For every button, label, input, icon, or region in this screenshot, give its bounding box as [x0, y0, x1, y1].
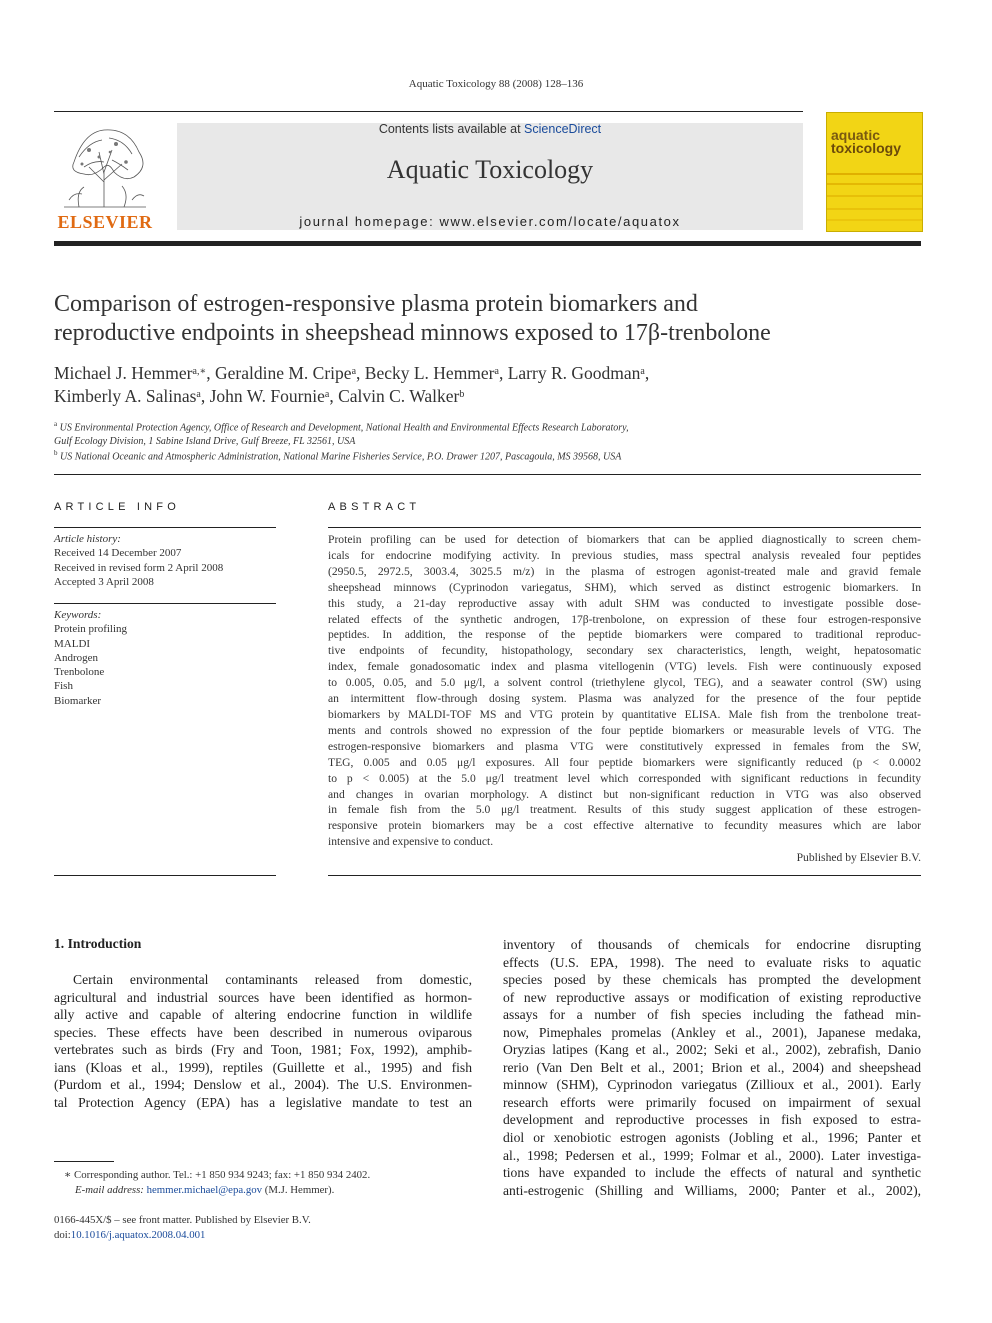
author-name[interactable]: Calvin C. Walker	[338, 386, 460, 406]
author-line	[54, 385, 934, 408]
elsevier-wordmark: ELSEVIER	[57, 212, 153, 232]
keywords-label: Keywords:	[54, 609, 102, 621]
keyword-item: Fish	[54, 680, 73, 693]
author-separator: ,	[644, 363, 650, 383]
keyword-item: Trenbolone	[54, 666, 105, 679]
author-name[interactable]: Geraldine M. Cripe	[215, 363, 352, 383]
sciencedirect-link[interactable]: ScienceDirect	[524, 122, 602, 136]
article-title-line1: Comparison of estrogen-responsive plasma protein biomarkers and	[54, 291, 698, 317]
intro-right-column	[503, 936, 921, 1199]
header-top-rule	[54, 111, 803, 112]
elsevier-tree-icon	[54, 122, 156, 210]
text-line: species posed by these chemicals has prompted the development	[503, 972, 921, 988]
text-line: intensive and expensive to conduct.	[328, 835, 494, 849]
author-separator: ,	[200, 386, 210, 406]
author-name[interactable]: Larry R. Goodman	[507, 363, 641, 383]
corresponding-footnote	[64, 1168, 370, 1198]
abstract-rule	[328, 527, 921, 528]
affiliation-b	[54, 446, 621, 464]
affiliation-rule	[54, 474, 921, 475]
text-line: tive endpoints of fecundity, histopathology, secondary sex characteristics, length, weight, hepatosomatic	[328, 644, 921, 658]
author-affil-sup: a,∗	[192, 366, 207, 377]
text-line: icals for endocrine modifying activity. In previous studies, mass spectral analysis revealed four peptides	[328, 548, 921, 562]
author-name[interactable]: Michael J. Hemmer	[54, 363, 193, 383]
author-affil-sup: b	[459, 389, 465, 400]
text-line: now, Pimephales promelas (Ankley et al., 2001), Japanese medaka,	[503, 1024, 921, 1040]
text-line: ments and controls showed no expression of the four peptide biomarkers or measurable levels of VTG. The	[328, 723, 921, 737]
journal-cover-image	[826, 112, 923, 232]
history-label: Article history:	[54, 533, 121, 545]
cover-wave	[827, 208, 922, 210]
text-line: Oryzias latipes (Kang et al., 2002; Seki et al., 2002), zebrafish, Danio	[503, 1042, 921, 1058]
text-line: to p < 0.005) at the 5.0 μg/l treatment level which corresponded with significant reductions in fecundity	[328, 771, 921, 785]
text-line: biomarkers by MALDI-TOF MS and VTG protein by quantitative ELISA. Male fish from the trenbolone treat-	[328, 707, 921, 721]
keywords-list	[54, 608, 276, 708]
text-line: this study, a 21-day reproductive assay with adult SHM was conducted to investigate possible dose-	[328, 596, 921, 610]
author-affil-sup: a	[494, 366, 499, 377]
text-line: index, female gonadosomatic index and plasma vitellogenin (VTG) levels. Fish were continuously exposed	[328, 660, 921, 674]
text-line: related effects of the synthetic androgen, 17β-trenbolone, on expression of these four estrogen-responsive	[328, 612, 921, 626]
intro-left-column	[54, 971, 472, 1111]
keyword-item: MALDI	[54, 637, 91, 650]
text-line: tal Protection Agency (EPA) has a legislative mandate to test an	[54, 1094, 472, 1110]
text-line: in female fish from the 5.0 μg/l treatment. Results of this study suggest application of these estrogen-	[328, 803, 921, 817]
doi-link[interactable]: 10.1016/j.aquatox.2008.04.001	[70, 1229, 206, 1241]
author-separator: ,	[329, 386, 339, 406]
text-line: tions have expanded to include the effects of natural and synthetic	[503, 1165, 921, 1181]
abstract-body	[328, 532, 921, 850]
author-affil-sup: a	[196, 389, 201, 400]
text-line: research efforts were primarily focused on impairment of sexual	[503, 1094, 921, 1110]
article-info-heading: ARTICLE INFO	[54, 501, 180, 513]
text-line: inventory of thousands of chemicals for endocrine disrupting	[503, 937, 921, 952]
email-label: E-mail address:	[75, 1184, 147, 1196]
author-name[interactable]: John W. Fournie	[209, 386, 325, 406]
text-line: ally active and capable of altering endocrine function in wildlife	[54, 1007, 472, 1023]
author-affil-sup: a	[351, 366, 357, 377]
header-bottom-rule	[54, 241, 921, 246]
contents-prefix: Contents lists available at	[378, 122, 525, 136]
author-name[interactable]: Becky L. Hemmer	[364, 363, 495, 383]
affiliation-line: US Environmental Protection Agency, Office of Research and Development, National Health and Environmental Effects Research Laboratory,	[57, 422, 629, 434]
journal-reference: Aquatic Toxicology 88 (2008) 128–136	[408, 78, 584, 90]
text-line: anti-estrogenic (Shilling and Williams, 2000; Panter et al., 2002),	[503, 1182, 921, 1198]
text-line: to 0.005, 0.05, and 5.0 μg/l, a solvent control (triethylene glycol, TEG), and a seawater control (SW) using	[328, 676, 921, 690]
article-history	[54, 532, 276, 589]
article-title-line2: reproductive endpoints in sheepshead minnows exposed to 17β-trenbolone	[54, 320, 771, 346]
text-line: of new reproductive assays or modification of existing reproductive	[503, 989, 921, 1005]
text-line: responsive protein biomarkers may be a cost effective alternative to fecundity measures which are labor	[328, 819, 921, 833]
affiliation-a	[54, 417, 629, 449]
keyword-item: Biomarker	[54, 694, 102, 707]
text-line: sheepshead minnows (Cyprinodon variegatus, SHM), which served as distinct estrogenic biomarkers. In	[328, 580, 921, 594]
author-name[interactable]: Kimberly A. Salinas	[54, 386, 197, 406]
text-line: diol or xenobiotic estrogen agonists (Jobling et al., 1996; Panter et	[503, 1130, 921, 1146]
text-line: Protein profiling can be used for detection of biomarkers that can be applied diagnostically to screen chem-	[328, 533, 921, 546]
author-affil-sup: a	[640, 366, 645, 377]
history-item: Accepted 3 April 2008	[54, 575, 154, 588]
text-line: (2950.5, 2972.5, 3003.4, 3025.5 m/z) in the plasma of estrogen agonist-treated male and gravid female	[328, 564, 921, 578]
cover-wave	[827, 183, 922, 185]
history-item: Received in revised form 2 April 2008	[54, 561, 224, 574]
cover-title-line2: toxicology	[831, 140, 902, 156]
journal-name: Aquatic Toxicology	[386, 155, 594, 184]
front-matter-footnote	[54, 1213, 311, 1243]
keyword-item: Protein profiling	[54, 623, 128, 636]
text-line: al., 1998; Pedersen et al., 1999; Folmar et al., 2000). Later investiga-	[503, 1147, 921, 1163]
author-separator: ,	[206, 363, 215, 383]
text-line: (Purdom et al., 1994; Denslow et al., 2004). The U.S. Environmen-	[54, 1077, 472, 1093]
affiliation-line: US National Oceanic and Atmospheric Administration, National Marine Fisheries Service, P.O. Drawer 1207, Pascagoula, MS 39568, USA	[57, 451, 622, 463]
history-item: Received 14 December 2007	[54, 547, 182, 560]
text-line: an intermittent flow-through dosing system. Plasma was analyzed for the presence of the four peptide	[328, 692, 921, 706]
text-line: estrogen-responsive biomarkers and plasma VTG were constitutively expressed in females from the SW,	[328, 739, 921, 753]
footnote-rule	[54, 1161, 114, 1162]
text-line: rerio (Van Den Belt et al., 2001; Brion et al., 2004) and sheepshead	[503, 1059, 921, 1075]
journal-homepage[interactable]: journal homepage: www.elsevier.com/locate/aquatox	[299, 214, 681, 229]
affiliation-line: Gulf Ecology Division, 1 Sabine Island Drive, Gulf Breeze, FL 32561, USA	[54, 436, 356, 448]
affiliation-sup: b	[54, 449, 58, 457]
cover-title-line1: aquatic	[831, 127, 881, 143]
keywords-rule	[54, 603, 276, 604]
text-line: ians (Kloas et al., 1999), reptiles (Guillette et al., 1995) and fish	[54, 1059, 472, 1075]
section-heading-introduction: 1. Introduction	[54, 936, 142, 951]
cover-wave	[827, 173, 922, 175]
text-line: and changes in ovarian morphology. A distinct but non-significant reduction in VTG was also observed	[328, 787, 921, 801]
text-line: effects (U.S. EPA, 1998). The need to evaluate risks to aquatic	[503, 954, 921, 970]
author-separator: ,	[498, 363, 508, 383]
text-line: Certain environmental contaminants released from domestic,	[73, 972, 472, 987]
affiliation-sup: a	[54, 420, 58, 428]
text-line: species. These effects have been described in numerous oviparous	[54, 1024, 472, 1040]
cover-wave	[827, 195, 922, 197]
author-line	[54, 362, 934, 385]
text-line: assays for a number of fish species including the fathead min-	[503, 1007, 921, 1023]
article-title	[54, 290, 934, 348]
abstract-bottom-rule	[328, 875, 921, 876]
article-info-bottom-rule	[54, 875, 276, 876]
cover-wave	[827, 219, 922, 221]
email-link[interactable]: hemmer.michael@epa.gov	[146, 1184, 263, 1196]
author-separator: ,	[356, 363, 365, 383]
text-line: minnow (SHM), Cyprinodon variegatus (Zillioux et al., 2001). Early	[503, 1077, 921, 1093]
abstract-heading: ABSTRACT	[328, 501, 421, 513]
text-line: peptides. In addition, the response of the peptide biomarkers were compared to traditional reproduc-	[328, 628, 921, 642]
email-suffix: (M.J. Hemmer).	[262, 1184, 335, 1196]
corresponding-author: ∗ Corresponding author. Tel.: +1 850 934 9243; fax: +1 850 934 2402.	[64, 1169, 371, 1181]
elsevier-logo	[54, 122, 156, 232]
author-affil-sup: a	[324, 389, 330, 400]
text-line: TEG, 0.005 and 0.05 μg/l exposures. All four peptide biomarkers were significantly reduced (p < 0.0002	[328, 755, 921, 769]
issn-line: 0166-445X/$ – see front matter. Published by Elsevier B.V.	[54, 1214, 311, 1226]
keyword-item: Androgen	[54, 651, 98, 664]
author-list	[54, 362, 934, 408]
contents-line	[177, 122, 803, 136]
text-line: development and reproductive processes in fish exposed to estra-	[503, 1112, 921, 1128]
text-line: vertebrates such as birds (Fry and Toon, 1981; Fox, 1992), amphib-	[54, 1042, 472, 1058]
doi-label: doi:	[54, 1229, 71, 1241]
text-line: agricultural and industrial sources have been identified as hormon-	[54, 989, 472, 1005]
published-by: Published by Elsevier B.V.	[796, 851, 921, 864]
cover-title	[831, 129, 901, 155]
article-info-rule	[54, 527, 276, 528]
